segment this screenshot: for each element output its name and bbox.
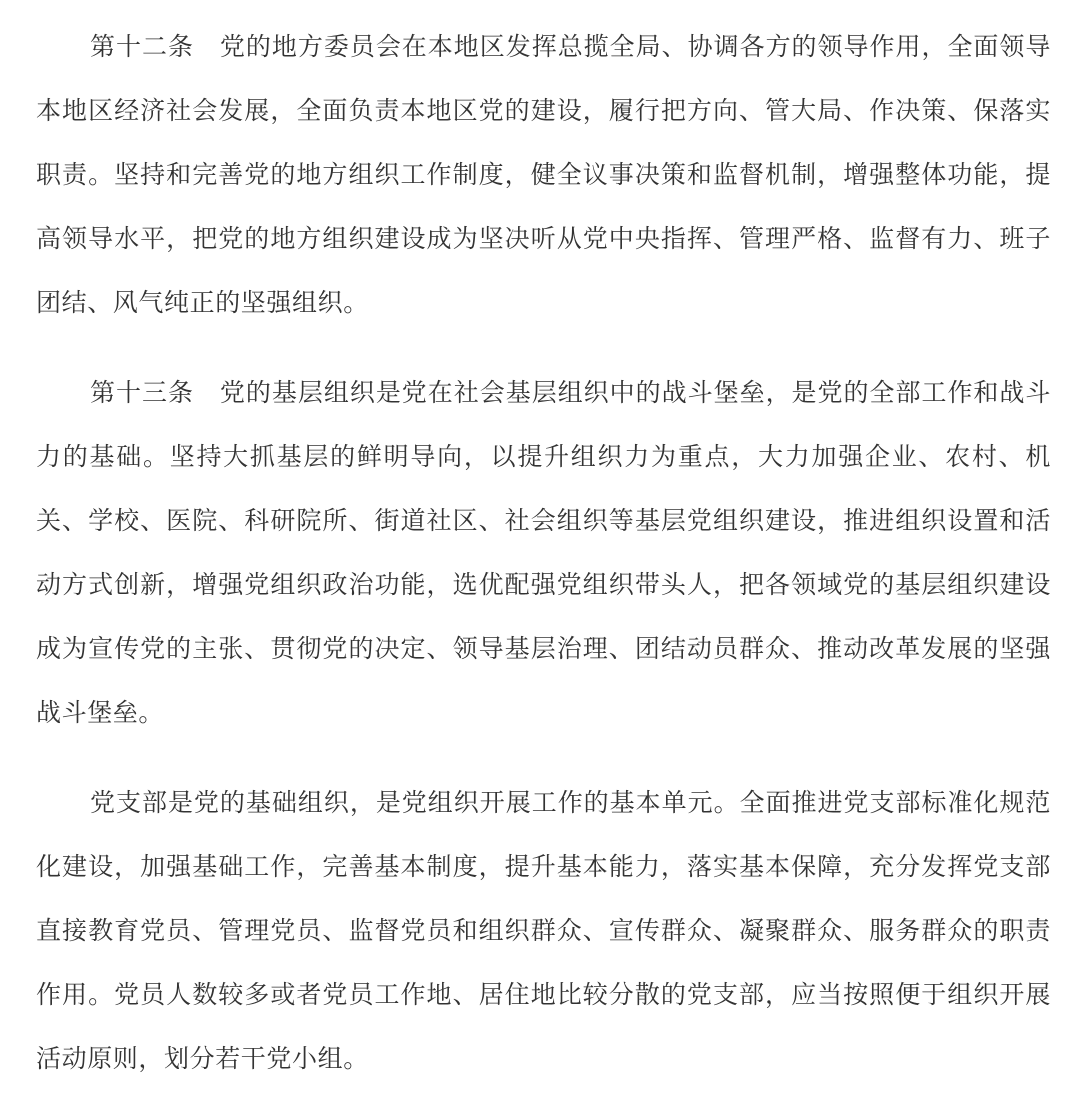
document-body [36, 15, 1051, 1091]
paragraph-text: 党的基层组织是党在社会基层组织中的战斗堡垒，是党的全部工作和战斗力的基础。坚持大抓基层的鲜明导向，以提升组织力为重点，大力加强企业、农村、机关、学校、医院、科研院所、街道社区、社会组织等基层党组织建设，推进组织设置和活动方式创新，增强党组织政治功能，选优配强党组织带头人，把各领域党的基层组织建设成为宣传党的主张、贯彻党的决定、领导基层治理、团结动员群众、推动改革发展的坚强战斗堡垒。 [36, 378, 1051, 727]
paragraph-text: 党的地方委员会在本地区发挥总揽全局、协调各方的领导作用，全面领导本地区经济社会发展，全面负责本地区党的建设，履行把方向、管大局、作决策、保落实职责。坚持和完善党的地方组织工作制度，健全议事决策和监督机制，增强整体功能，提高领导水平，把党的地方组织建设成为坚决听从党中央指挥、管理严格、监督有力、班子团结、风气纯正的坚强组织。 [36, 32, 1051, 317]
paragraph-article-12 [36, 15, 1051, 335]
article-separator [194, 378, 220, 407]
paragraph-party-branch [36, 771, 1051, 1091]
paragraph-article-13 [36, 361, 1051, 745]
paragraph-text: 党支部是党的基础组织，是党组织开展工作的基本单元。全面推进党支部标准化规范化建设，加强基础工作，完善基本制度，提升基本能力，落实基本保障，充分发挥党支部直接教育党员、管理党员、监督党员和组织群众、宣传群众、凝聚群众、服务群众的职责作用。党员人数较多或者党员工作地、居住地比较分散的党支部，应当按照便于组织开展活动原则，划分若干党小组。 [36, 788, 1051, 1073]
article-number: 第十二条 [90, 32, 194, 61]
article-separator [194, 32, 220, 61]
article-number: 第十三条 [90, 378, 194, 407]
